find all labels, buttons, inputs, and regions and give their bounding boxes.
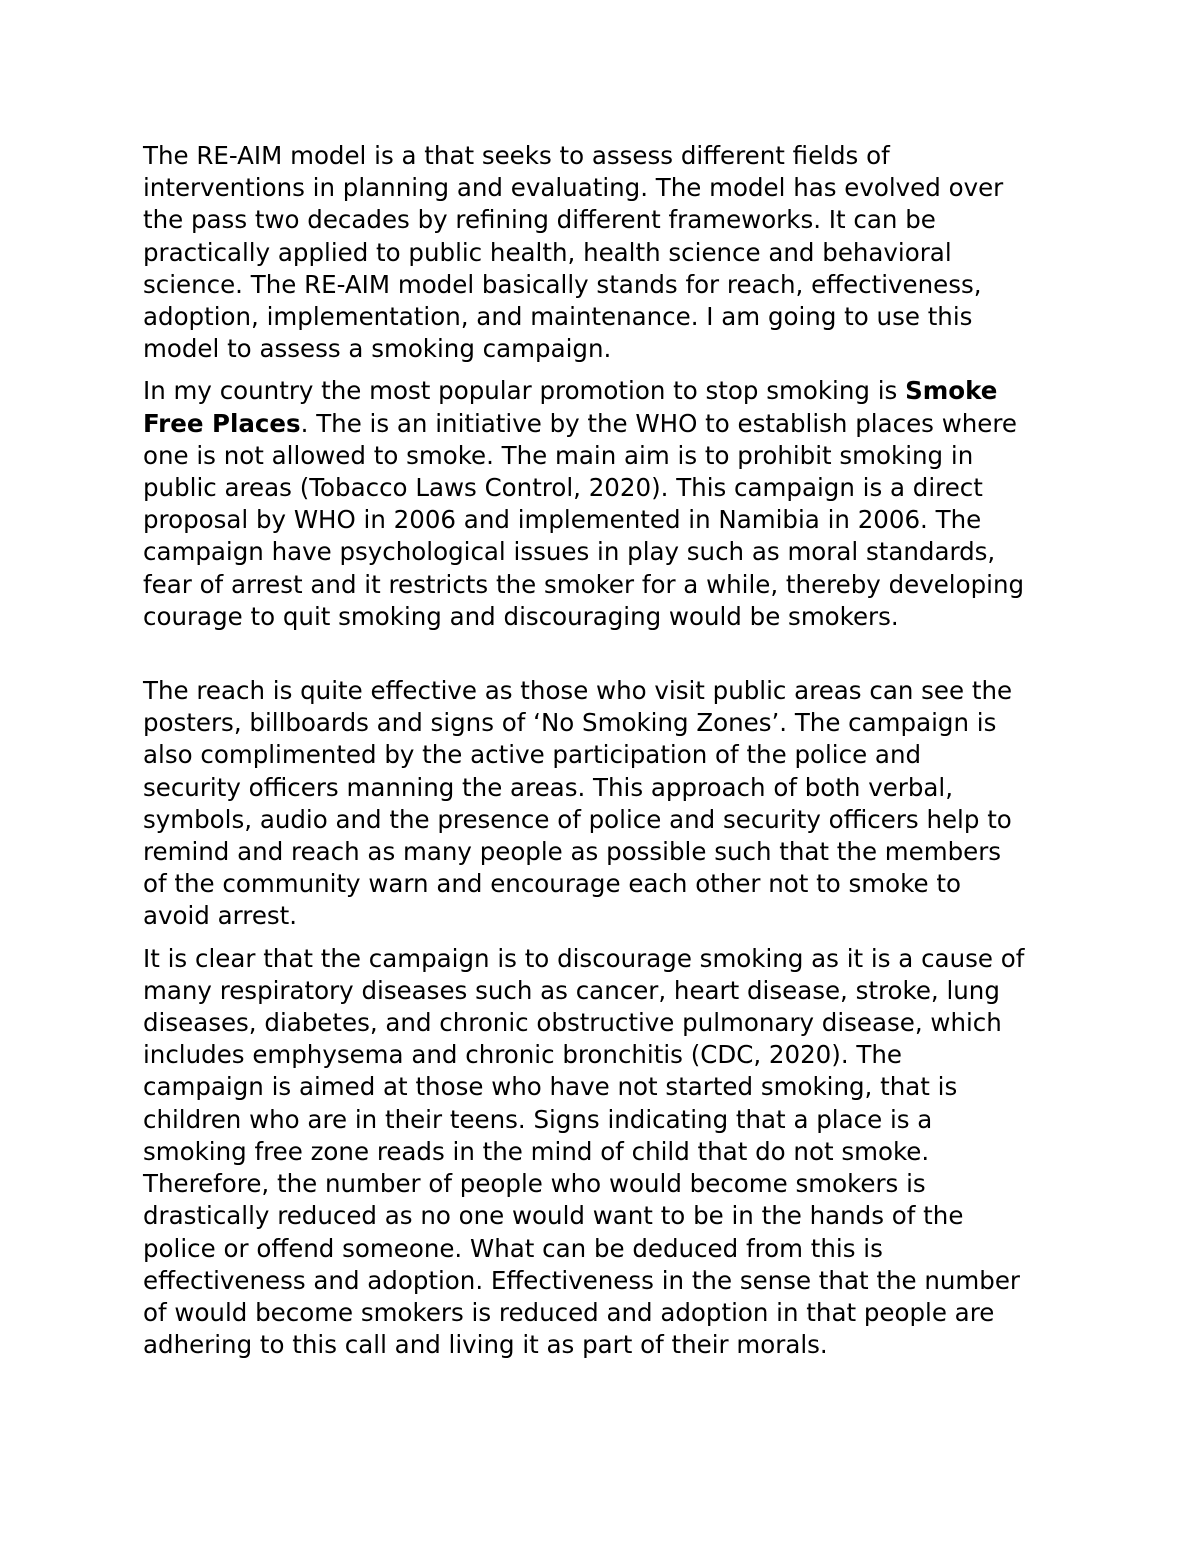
- text-line: the pass two decades by refining different frameworks. It can be: [143, 205, 936, 235]
- text-line: many respiratory diseases such as cancer, heart disease, stroke, lung: [143, 975, 1000, 1005]
- paragraph-spacer: [143, 633, 1073, 675]
- text-line: security officers manning the areas. This approach of both verbal,: [143, 772, 953, 802]
- bold-campaign-name: Free Places: [143, 408, 301, 438]
- text-line: interventions in planning and evaluating. The model has evolved over: [143, 173, 1004, 203]
- paragraph-re-aim-intro: [143, 140, 1073, 365]
- bold-campaign-name: Smoke: [905, 376, 998, 406]
- paragraph-reach: [143, 675, 1073, 933]
- text-line: symbols, audio and the presence of police and security officers help to: [143, 804, 1012, 834]
- text-line: of the community warn and encourage each other not to smoke to: [143, 869, 961, 899]
- text-line: remind and reach as many people as possible such that the members: [143, 837, 1002, 867]
- text-line: posters, billboards and signs of ‘No Smoking Zones’. The campaign is: [143, 708, 997, 738]
- text-line: [143, 375, 1073, 407]
- text-line: of would become smokers is reduced and adoption in that people are: [143, 1297, 995, 1327]
- text-line: one is not allowed to smoke. The main aim is to prohibit smoking in: [143, 440, 974, 470]
- text-line: includes emphysema and chronic bronchitis (CDC, 2020). The: [143, 1040, 902, 1070]
- text-line: model to assess a smoking campaign.: [143, 334, 612, 364]
- text-line: [143, 408, 1073, 440]
- text-line: science. The RE-AIM model basically stands for reach, effectiveness,: [143, 269, 982, 299]
- text-line: diseases, diabetes, and chronic obstructive pulmonary disease, which: [143, 1008, 1002, 1038]
- text-line: Therefore, the number of people who would become smokers is: [143, 1169, 926, 1199]
- text-line: The RE-AIM model is a that seeks to assess different fields of: [143, 141, 890, 170]
- text-line: effectiveness and adoption. Effectiveness in the sense that the number: [143, 1265, 1020, 1295]
- paragraph-spacer: [143, 933, 1073, 943]
- text-line: adoption, implementation, and maintenance. I am going to use this: [143, 302, 973, 332]
- text-line: practically applied to public health, health science and behavioral: [143, 237, 952, 267]
- paragraph-effectiveness-adoption: [143, 943, 1073, 1362]
- text-line: proposal by WHO in 2006 and implemented in Namibia in 2006. The: [143, 505, 982, 535]
- document-body: [143, 140, 1073, 1361]
- text-line: adhering to this call and living it as part of their morals.: [143, 1330, 828, 1360]
- text-line: campaign is aimed at those who have not started smoking, that is: [143, 1072, 958, 1102]
- text-line: public areas (Tobacco Laws Control, 2020). This campaign is a direct: [143, 473, 983, 503]
- text-line: The reach is quite effective as those who visit public areas can see the: [143, 676, 1013, 706]
- text-run: . The is an initiative by the WHO to establish places where: [300, 408, 1017, 438]
- text-line: police or offend someone. What can be deduced from this is: [143, 1233, 883, 1263]
- paragraph-spacer: [143, 365, 1073, 375]
- text-line: children who are in their teens. Signs indicating that a place is a: [143, 1104, 933, 1134]
- text-line: avoid arrest.: [143, 901, 298, 931]
- text-line: also complimented by the active participation of the police and: [143, 740, 922, 770]
- text-line: It is clear that the campaign is to discourage smoking as it is a cause of: [143, 943, 1025, 973]
- text-line: fear of arrest and it restricts the smoker for a while, thereby developing: [143, 569, 1025, 599]
- text-line: courage to quit smoking and discouraging would be smokers.: [143, 601, 899, 631]
- text-line: campaign have psychological issues in play such as moral standards,: [143, 537, 996, 567]
- text-run: In my country the most popular promotion to stop smoking is: [143, 376, 906, 406]
- text-line: drastically reduced as no one would want to be in the hands of the: [143, 1201, 964, 1231]
- paragraph-smoke-free-places: [143, 375, 1073, 633]
- text-line: smoking free zone reads in the mind of child that do not smoke.: [143, 1136, 930, 1166]
